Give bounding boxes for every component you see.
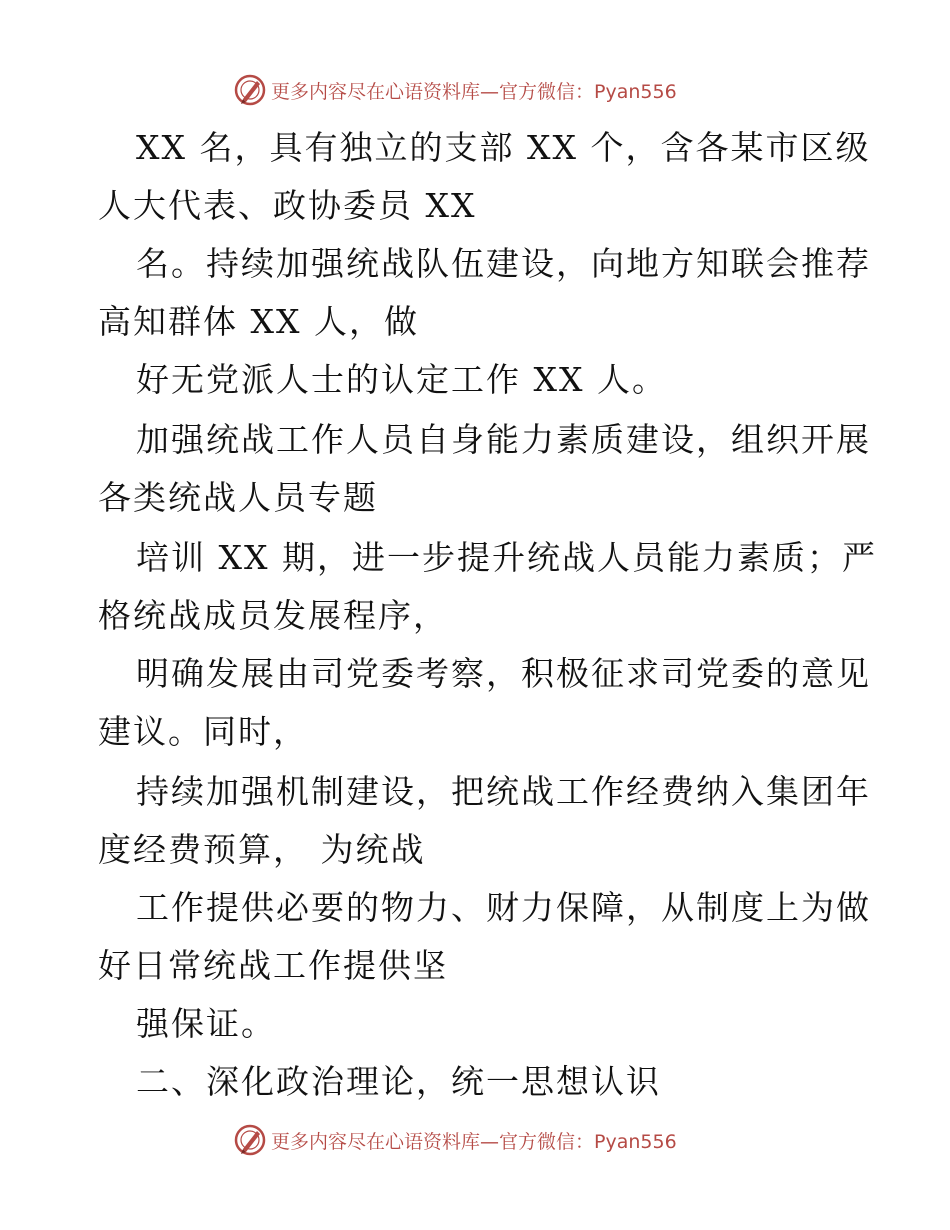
body-line-6: 加强统战工作人员自身能力素质建设，组织开展	[136, 420, 871, 459]
body-line-5: 好无党派人士的认定工作 XX 人。	[136, 360, 667, 399]
body-line-12: 持续加强机制建设，把统战工作经费纳入集团年	[136, 772, 871, 811]
body-line-3: 名。持续加强统战队伍建设，向地方知联会推荐	[136, 244, 871, 283]
watermark-text: 更多内容尽在心语资料库—官方微信：Pyan556	[271, 80, 677, 103]
body-line-9: 格统战成员发展程序，	[98, 596, 448, 635]
header-watermark	[233, 72, 677, 108]
body-line-8: 培训 XX 期，进一步提升统战人员能力素质；严	[136, 538, 877, 577]
body-line-10: 明确发展由司党委考察，积极征求司党委的意见	[136, 654, 871, 693]
body-line-4: 高知群体 XX 人，做	[98, 302, 419, 341]
body-line-7: 各类统战人员专题	[98, 478, 378, 517]
watermark-text: 更多内容尽在心语资料库—官方微信：Pyan556	[271, 1130, 677, 1153]
pen-seal-logo-icon	[233, 1123, 267, 1157]
body-line-14: 工作提供必要的物力、财力保障，从制度上为做	[136, 888, 871, 927]
section-heading: 二、深化政治理论，统一思想认识	[136, 1062, 661, 1101]
body-line-13: 度经费预算， 为统战	[98, 830, 426, 869]
body-line-1: XX 名，具有独立的支部 XX 个，含各某市区级	[136, 128, 871, 167]
footer-watermark	[233, 1122, 677, 1158]
body-line-2: 人大代表、政协委员 XX	[98, 186, 477, 225]
body-line-15: 好日常统战工作提供坚	[98, 946, 448, 985]
pen-seal-logo-icon	[233, 73, 267, 107]
body-line-11: 建议。同时，	[98, 712, 308, 751]
body-line-16: 强保证。	[136, 1004, 276, 1043]
